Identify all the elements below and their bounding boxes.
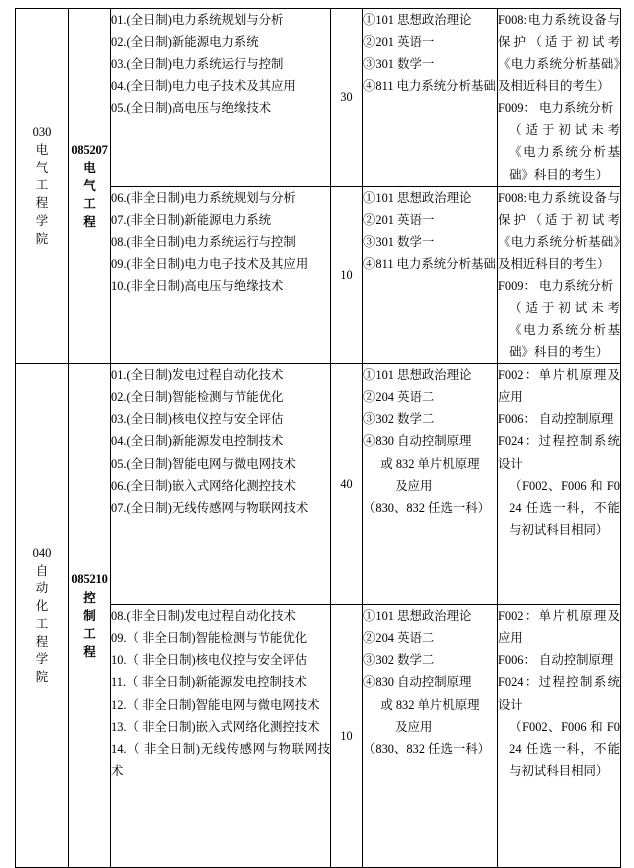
quota-cell: 40 [331, 364, 363, 605]
exam-subject-item: ③301 数学一 [363, 57, 435, 72]
retest-subjects-list [498, 9, 620, 186]
department-name-char: 工 [35, 178, 49, 193]
direction-item: 06.(非全日制)电力系统规划与分析 [111, 190, 296, 205]
major-name-char: 工 [83, 626, 96, 641]
direction-item: 08.(非全日制)发电过程自动化技术 [111, 609, 296, 624]
direction-item: 07.(非全日制)新能源电力系统 [111, 212, 272, 227]
direction-item: 05.(全日制)高电压与绝缘技术 [111, 101, 272, 116]
retest-subjects-list [498, 187, 620, 364]
department-name-char: 电 [35, 142, 49, 157]
major-cell-085210 [69, 364, 111, 868]
exam-subject-item: 及应用 [395, 719, 433, 734]
direction-item: 04.(全日制)电力电子技术及其应用 [111, 79, 296, 94]
directions-list [111, 187, 330, 297]
directions-list [111, 9, 330, 119]
exam-subject-item: ①101 思想政治理论 [363, 368, 472, 383]
department-label [16, 124, 68, 248]
exam-subjects-list [363, 187, 497, 275]
exam-subject-item: 及应用 [395, 478, 433, 493]
retest-subjects-list [498, 364, 620, 541]
directions-cell [111, 9, 331, 187]
table-row [16, 9, 621, 187]
retest-subjects-cell [498, 9, 621, 187]
exam-subject-item: 或 832 单片机原理 [380, 697, 480, 712]
department-name-char: 气 [35, 160, 49, 175]
admissions-catalog-table [15, 8, 621, 868]
exam-subject-item: ④830 自动控制原理 [363, 434, 472, 449]
quota-cell: 10 [331, 605, 363, 868]
retest-subjects-cell [498, 364, 621, 605]
direction-item: 06.(全日制)嵌入式网络化测控技术 [111, 478, 296, 493]
exam-subject-item: ②201 英语一 [363, 35, 435, 50]
retest-subject-item: （F002、F006 和 F024 任选一科，不能与初试科目相同） [509, 719, 620, 778]
retest-subject-item: （适于初试未考《电力系统分析基础》科目的考生） [509, 123, 620, 182]
exam-subject-item: （830、832 任选一科） [363, 500, 491, 515]
major-name-char: 气 [83, 179, 96, 194]
directions-cell [111, 364, 331, 605]
major-label [69, 141, 110, 232]
major-code: 085210 [71, 572, 108, 587]
retest-subjects-list [498, 605, 620, 782]
major-cell-085207 [69, 9, 111, 364]
direction-item: 10.(非全日制)高电压与绝缘技术 [111, 278, 284, 293]
directions-cell [111, 186, 331, 364]
exam-subjects-cell [363, 605, 498, 868]
retest-subject-item: F024：过程控制系统设计 [498, 434, 620, 471]
retest-subject-item: F008:电力系统设备与保护（适于初试考《电力系统分析基础》及相近科目的考生） [498, 13, 620, 94]
retest-subject-item: （F002、F006 和 F024 任选一科，不能与初试科目相同） [509, 478, 620, 537]
direction-item: 01.(全日制)发电过程自动化技术 [111, 368, 284, 383]
department-code: 040 [32, 545, 52, 560]
quota-cell: 10 [331, 186, 363, 364]
exam-subject-item: ④811 电力系统分析基础 [363, 256, 496, 271]
direction-item: 03.(全日制)核电仪控与安全评估 [111, 412, 284, 427]
major-name-char: 程 [83, 644, 96, 659]
retest-subject-item: F006： 自动控制原理 [498, 412, 614, 427]
major-label [69, 570, 110, 661]
major-name-char: 工 [83, 197, 96, 212]
retest-subject-item: （适于初试未考《电力系统分析基础》科目的考生） [509, 301, 620, 360]
exam-subject-item: ①101 思想政治理论 [363, 190, 472, 205]
retest-subjects-cell [498, 186, 621, 364]
department-name-char: 院 [35, 670, 49, 684]
exam-subject-item: ②204 英语二 [363, 631, 435, 646]
major-code: 085207 [71, 142, 108, 157]
department-name-char: 动 [35, 581, 49, 596]
direction-item: 13.（ 非全日制)嵌入式网络化测控技术 [111, 719, 320, 734]
direction-item: 08.(非全日制)电力系统运行与控制 [111, 234, 296, 249]
retest-subject-item: F024：过程控制系统设计 [498, 675, 620, 712]
major-name-char: 程 [83, 215, 96, 230]
exam-subject-item: ④830 自动控制原理 [363, 675, 472, 690]
direction-item: 09.(非全日制)电力电子技术及其应用 [111, 256, 309, 271]
department-name-char: 化 [35, 599, 49, 613]
exam-subject-item: ③301 数学一 [363, 234, 435, 249]
exam-subjects-cell [363, 186, 498, 364]
exam-subjects-cell [363, 364, 498, 605]
direction-item: 11.（ 非全日制)新能源发电控制技术 [111, 675, 307, 690]
retest-subjects-cell [498, 605, 621, 868]
direction-item: 14.（ 非全日制)无线传感网与物联网技术 [111, 741, 330, 778]
retest-subject-item: F002：单片机原理及应用 [498, 368, 620, 405]
department-label [16, 545, 68, 687]
direction-item: 09.（ 非全日制)智能检测与节能优化 [111, 631, 308, 646]
exam-subject-item: ②204 英语二 [363, 390, 435, 405]
direction-item: 04.(全日制)新能源发电控制技术 [111, 434, 284, 449]
retest-subject-item: F009： 电力系统分析 [498, 278, 614, 293]
department-name-char: 学 [35, 213, 49, 228]
retest-subject-item: F009： 电力系统分析 [498, 101, 614, 116]
directions-cell [111, 605, 331, 868]
quota-cell: 30 [331, 9, 363, 187]
directions-list [111, 605, 330, 782]
retest-subject-item: F002：单片机原理及应用 [498, 609, 620, 646]
direction-item: 05.(全日制)智能电网与微电网技术 [111, 456, 296, 471]
exam-subject-item: ④811 电力系统分析基础 [363, 79, 496, 94]
exam-subject-item: ①101 思想政治理论 [363, 13, 472, 27]
major-name-char: 电 [83, 160, 96, 175]
department-name-char: 自 [35, 563, 49, 578]
exam-subject-item: （830、832 任选一科） [363, 741, 491, 756]
direction-item: 10.（ 非全日制)核电仪控与安全评估 [111, 653, 308, 668]
exam-subjects-cell [363, 9, 498, 187]
direction-item: 03.(全日制)电力系统运行与控制 [111, 57, 284, 72]
department-name-char: 程 [35, 634, 49, 649]
exam-subjects-list [363, 605, 497, 760]
table-body [16, 9, 621, 868]
department-name-char: 程 [35, 196, 49, 210]
exam-subjects-list [363, 9, 497, 97]
department-cell-030 [16, 9, 69, 364]
direction-item: 02.(全日制)新能源电力系统 [111, 35, 259, 50]
direction-item: 02.(全日制)智能检测与节能优化 [111, 390, 284, 405]
direction-item: 12.（ 非全日制)智能电网与微电网技术 [111, 697, 320, 712]
retest-subject-item: F006： 自动控制原理 [498, 653, 614, 668]
department-code: 030 [32, 125, 52, 139]
exam-subject-item: 或 832 单片机原理 [380, 456, 480, 471]
exam-subjects-list [363, 364, 497, 519]
major-name-char: 控 [83, 590, 96, 605]
department-name-char: 工 [35, 616, 49, 631]
retest-subject-item: F008:电力系统设备与保护（适于初试考《电力系统分析基础》及相近科目的考生） [498, 190, 620, 271]
department-name-char: 院 [35, 231, 49, 246]
major-name-char: 制 [83, 608, 96, 623]
exam-subject-item: ③302 数学二 [363, 653, 435, 668]
table-row [16, 364, 621, 605]
department-name-char: 学 [35, 652, 49, 667]
exam-subject-item: ②201 英语一 [363, 212, 435, 227]
department-cell-040 [16, 364, 69, 868]
exam-subject-item: ③302 数学二 [363, 412, 435, 427]
directions-list [111, 364, 330, 519]
exam-subject-item: ①101 思想政治理论 [363, 609, 472, 624]
direction-item: 01.(全日制)电力系统规划与分析 [111, 13, 284, 27]
direction-item: 07.(全日制)无线传感网与物联网技术 [111, 500, 309, 515]
